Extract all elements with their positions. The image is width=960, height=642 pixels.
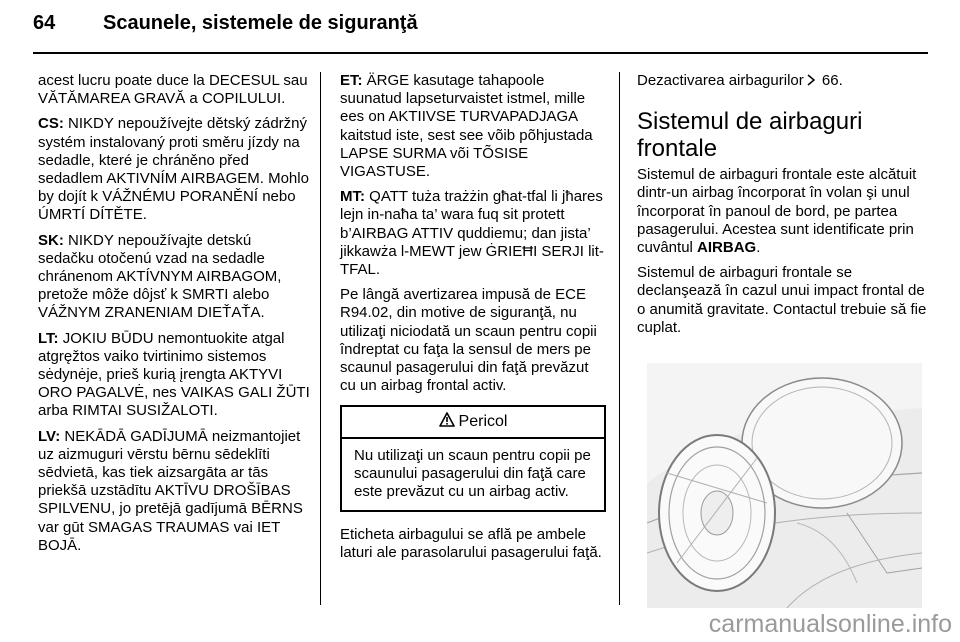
lang-code-lt: LT: <box>38 329 59 347</box>
page-header <box>33 12 418 46</box>
airbag-paragraph-1a: Sistemul de airbaguri frontale este alcătuit dintr-un airbag încorporat în volan şi unul încorporat în panoul de bord, pe partea pasagerului. Acestea sunt identificate prin cuvântul <box>637 166 917 257</box>
warning-lv <box>38 428 310 555</box>
warning-lt <box>38 330 310 421</box>
watermark: carmanualsonline.info <box>708 610 952 638</box>
warning-sk-text: NIKDY nepoužívajte detskú sedačku otočenú vzad na sedadle chránenom AKTÍVNYM AIRBAGOM, pretože môže dôjsť k SMRTI alebo VÁŽNYM ZRANENIAM DIEŤAŤA. <box>38 231 282 322</box>
page-number: 64 <box>33 12 56 34</box>
danger-text: Nu utilizaţi un scaun pentru copii pe scaunului pasagerului din faţă care este prevăzut cu un airbag activ. <box>354 446 591 501</box>
ece-paragraph: Pe lângă avertizarea impusă de ECE R94.02, din motive de siguranţă, nu utilizaţi niciodată un scaun pentru copii îndreptat cu faţa la sensul de mers pe scaunul pasagerului din faţă prevăzut cu un airbag frontal activ. <box>340 286 597 395</box>
page-title: Scaunele, sistemele de siguranţă <box>103 12 418 34</box>
page-reference-icon <box>806 73 816 85</box>
warning-cs-text: NIKDY nepoužívejte dětský zádržný systém instalovaný proti směru jízdy na sedadle, které je chráněno před sedadlem AKTIVNÍM AIRBAGEM. Mohlo by dojít k VÁŽNÉMU PORANĚNÍ nebo ÚMRTÍ DÍTĚTE. <box>38 115 309 224</box>
label-paragraph: Eticheta airbagului se află pe ambele laturi ale parasolarului pasagerului faţă. <box>340 526 602 562</box>
airbag-paragraph-2: Sistemul de airbaguri frontale se declanşează în cazul unui impact frontal de o anumită gravitate. Contactul trebuie să fie cuplat. <box>637 264 927 336</box>
column-middle <box>340 72 606 570</box>
airbag-illustration <box>647 363 922 608</box>
danger-box-header <box>342 407 604 438</box>
lang-code-lv: LV: <box>38 427 61 445</box>
header-rule <box>33 52 928 54</box>
warning-et-text: ÄRGE kasutage tahapoole suunatud lapseturvaistet istmel, mille ees on AKTIIVSE TURVAPADJAGA kaitstud iste, sest see võib põhjustada LAPSE SURMA või TÕSISE VIGASTUSE. <box>340 72 593 181</box>
deactivation-page: 66. <box>817 72 843 89</box>
deactivation-reference <box>637 72 927 90</box>
column-left <box>38 72 310 562</box>
danger-box <box>340 405 606 512</box>
column-divider <box>320 72 321 605</box>
danger-title: Pericol <box>458 413 508 431</box>
airbag-paragraph-1 <box>637 166 927 257</box>
warning-sk <box>38 232 310 323</box>
section-title: Sistemul de airbaguri frontale <box>637 108 863 163</box>
warning-mt-text: QATT tuża trażżin għat-tfal li jħares lejn in-naħa ta’ wara fuq sit protett b’AIRBAG ATTIV quddiemu; dan jista’ jikkawża l-MEWT jew ĠRIEĦI SERJI lit-TFAL. <box>340 188 604 279</box>
lang-code-mt: MT: <box>340 188 365 206</box>
lang-code-et: ET: <box>340 72 363 89</box>
lang-code-sk: SK: <box>38 231 64 249</box>
warning-lv-text: NEKĀDĀ GADĪJUMĀ neizmantojiet uz aizmuguri vērstu bērnu sēdeklīti sēdvietā, kas tiek aizsargāta ar tās priekšā uzstādītu AKTĪVU DROŠĪBAS SPILVENU, jo pretējā gadījumā BĒRNS var gūt SMAGAS TRAUMAS vai IET BOJĀ. <box>38 427 303 554</box>
warning-mt <box>340 188 606 279</box>
warning-triangle-icon <box>439 412 455 427</box>
warning-et <box>340 72 606 181</box>
warning-lt-text: JOKIU BŪDU nemontuokite atgal atgręžtos vaiko tvirtinimo sistemos sėdynėje, prieš kurią įrengta AKTYVI ORO PAGALVĖ, nes VAIKAS GALI ŽŪTI arba RIMTAI SUSIŽALOTI. <box>38 329 310 420</box>
airbag-word: AIRBAG <box>697 239 757 257</box>
deactivation-text: Dezactivarea airbagurilor <box>637 72 804 89</box>
intro-paragraph: acest lucru poate duce la DECESUL sau VĂTĂMAREA GRAVĂ a COPILULUI. <box>38 72 308 108</box>
airbag-paragraph-1c: . <box>756 239 761 257</box>
lang-code-cs: CS: <box>38 115 64 133</box>
column-right <box>637 72 927 344</box>
column-divider-2 <box>619 72 620 605</box>
warning-cs <box>38 115 310 224</box>
